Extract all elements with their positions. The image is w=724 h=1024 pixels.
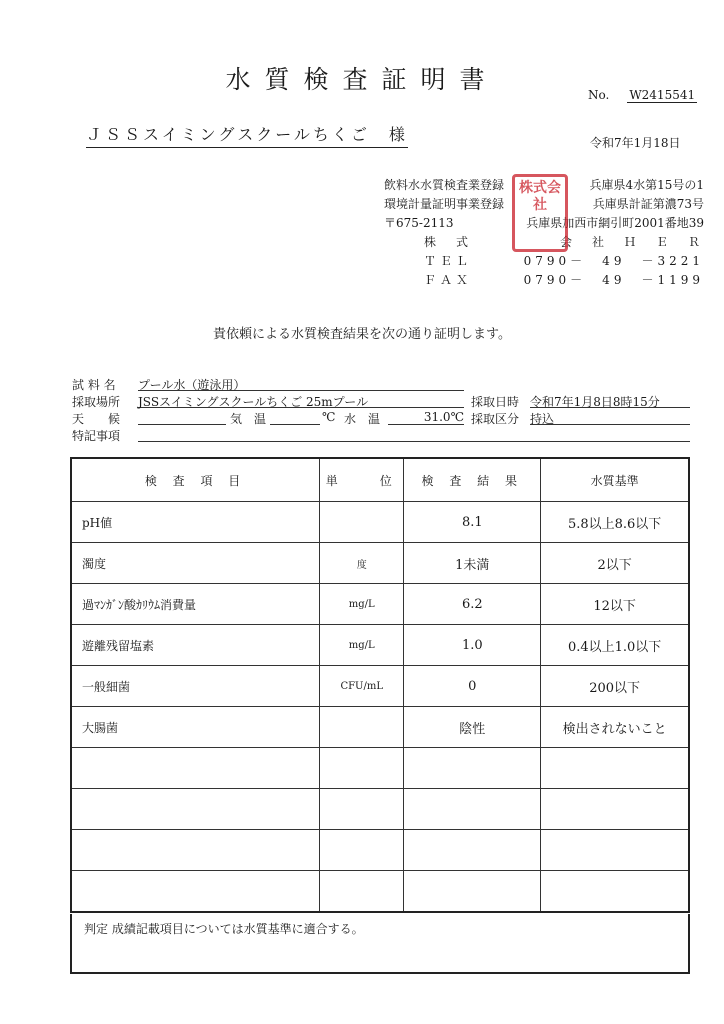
row-standard: 12以下 xyxy=(541,584,689,625)
row-result: 陰性 xyxy=(404,707,541,748)
empty-row xyxy=(71,789,689,830)
row-standard: 5.8以上8.6以下 xyxy=(541,502,689,543)
registration-1-label: 飲料水水質検査業登録 xyxy=(384,178,505,192)
table-row xyxy=(71,707,689,748)
doc-no-value: W2415541 xyxy=(629,88,696,102)
table-row xyxy=(71,666,689,707)
row-unit: 度 xyxy=(320,543,404,584)
row-unit xyxy=(320,707,404,748)
row-item: 濁度 xyxy=(71,543,320,584)
material-label: 試 料 名 xyxy=(72,378,116,392)
row-result: 6.2 xyxy=(404,584,541,625)
place-value: JSSスイミングスクールちくご 25mプール xyxy=(138,393,464,408)
address: 兵庫県加西市網引町2001番地39 xyxy=(526,216,704,230)
empty-row xyxy=(71,748,689,789)
place-label: 採取場所 xyxy=(72,395,121,409)
table-row xyxy=(71,625,689,666)
tel-value: 0790－ 49 －3221 xyxy=(523,254,704,268)
company-seal-stamp: 株式会社 xyxy=(512,174,568,252)
row-standard: 検出されないこと xyxy=(541,707,689,748)
row-unit: mg/L xyxy=(320,584,404,625)
table-row xyxy=(71,543,689,584)
date-value: 令和7年1月8日8時15分 xyxy=(530,393,690,408)
addressee: ＪＳＳスイミングスクールちくご 様 xyxy=(86,122,408,148)
notes-label: 特記事項 xyxy=(72,429,121,443)
notes-line xyxy=(138,427,690,442)
results-table xyxy=(70,457,690,913)
row-unit: mg/L xyxy=(320,625,404,666)
material-value: プール水（遊泳用） xyxy=(138,376,464,391)
issue-date: 令和7年1月18日 xyxy=(590,136,681,150)
water-temp-value: 31.0℃ xyxy=(388,410,464,425)
empty-row xyxy=(71,871,689,913)
row-result: 1.0 xyxy=(404,625,541,666)
row-item: 大腸菌 xyxy=(71,707,320,748)
header-unit: 単 位 xyxy=(320,458,404,502)
air-temp-label: 気 温 xyxy=(230,412,267,426)
row-unit xyxy=(320,502,404,543)
intro-statement: 貴依頼による水質検査結果を次の通り証明します。 xyxy=(213,327,511,342)
company-right: 会 社 Ｈ Ｅ Ｒ xyxy=(559,235,704,249)
category-value: 持込 xyxy=(530,410,690,425)
row-item: 一般細菌 xyxy=(71,666,320,707)
verdict-box xyxy=(70,914,690,974)
table-row xyxy=(71,584,689,625)
postal-code: 〒675-2113 xyxy=(384,216,454,230)
row-unit: CFU/mL xyxy=(320,666,404,707)
air-temp-line xyxy=(270,410,320,425)
registration-1-value: 兵庫県4水第15号の1 xyxy=(589,178,704,192)
air-temp-unit: ℃ xyxy=(322,410,336,424)
weather-line xyxy=(138,410,226,425)
row-result: 0 xyxy=(404,666,541,707)
row-result: 1未満 xyxy=(404,543,541,584)
row-standard: 200以下 xyxy=(541,666,689,707)
header-item: 検 査 項 目 xyxy=(71,458,320,502)
header-result: 検 査 結 果 xyxy=(404,458,541,502)
row-standard: 0.4以上1.0以下 xyxy=(541,625,689,666)
table-header-row xyxy=(71,458,689,502)
verdict-text: 判定 成績記載項目については水質基準に適合する。 xyxy=(84,922,364,936)
header-standard: 水質基準 xyxy=(541,458,689,502)
row-item: 過ﾏﾝｶﾞﾝ酸ｶﾘｳﾑ消費量 xyxy=(71,584,320,625)
row-item: 遊離残留塩素 xyxy=(71,625,320,666)
fax-label: ＦＡＸ xyxy=(424,273,473,287)
doc-no-label: No. xyxy=(588,88,610,102)
registration-2-label: 環境計量証明事業登録 xyxy=(384,197,505,211)
registration-2-value: 兵庫県計証第濃73号 xyxy=(592,197,704,211)
row-result: 8.1 xyxy=(404,502,541,543)
date-label: 採取日時 xyxy=(471,395,520,409)
document-title: 水質検査証明書 xyxy=(225,65,499,94)
tel-label: ＴＥＬ xyxy=(424,254,473,268)
water-temp-label: 水 温 xyxy=(344,412,381,426)
weather-label: 天 候 xyxy=(72,412,121,426)
empty-row xyxy=(71,830,689,871)
company-left: 株 式 xyxy=(424,235,473,249)
document-number xyxy=(588,88,697,102)
fax-value: 0790－ 49 －1199 xyxy=(523,273,704,287)
row-standard: 2以下 xyxy=(541,543,689,584)
category-label: 採取区分 xyxy=(471,412,520,426)
table-row xyxy=(71,502,689,543)
row-item: pH値 xyxy=(71,502,320,543)
